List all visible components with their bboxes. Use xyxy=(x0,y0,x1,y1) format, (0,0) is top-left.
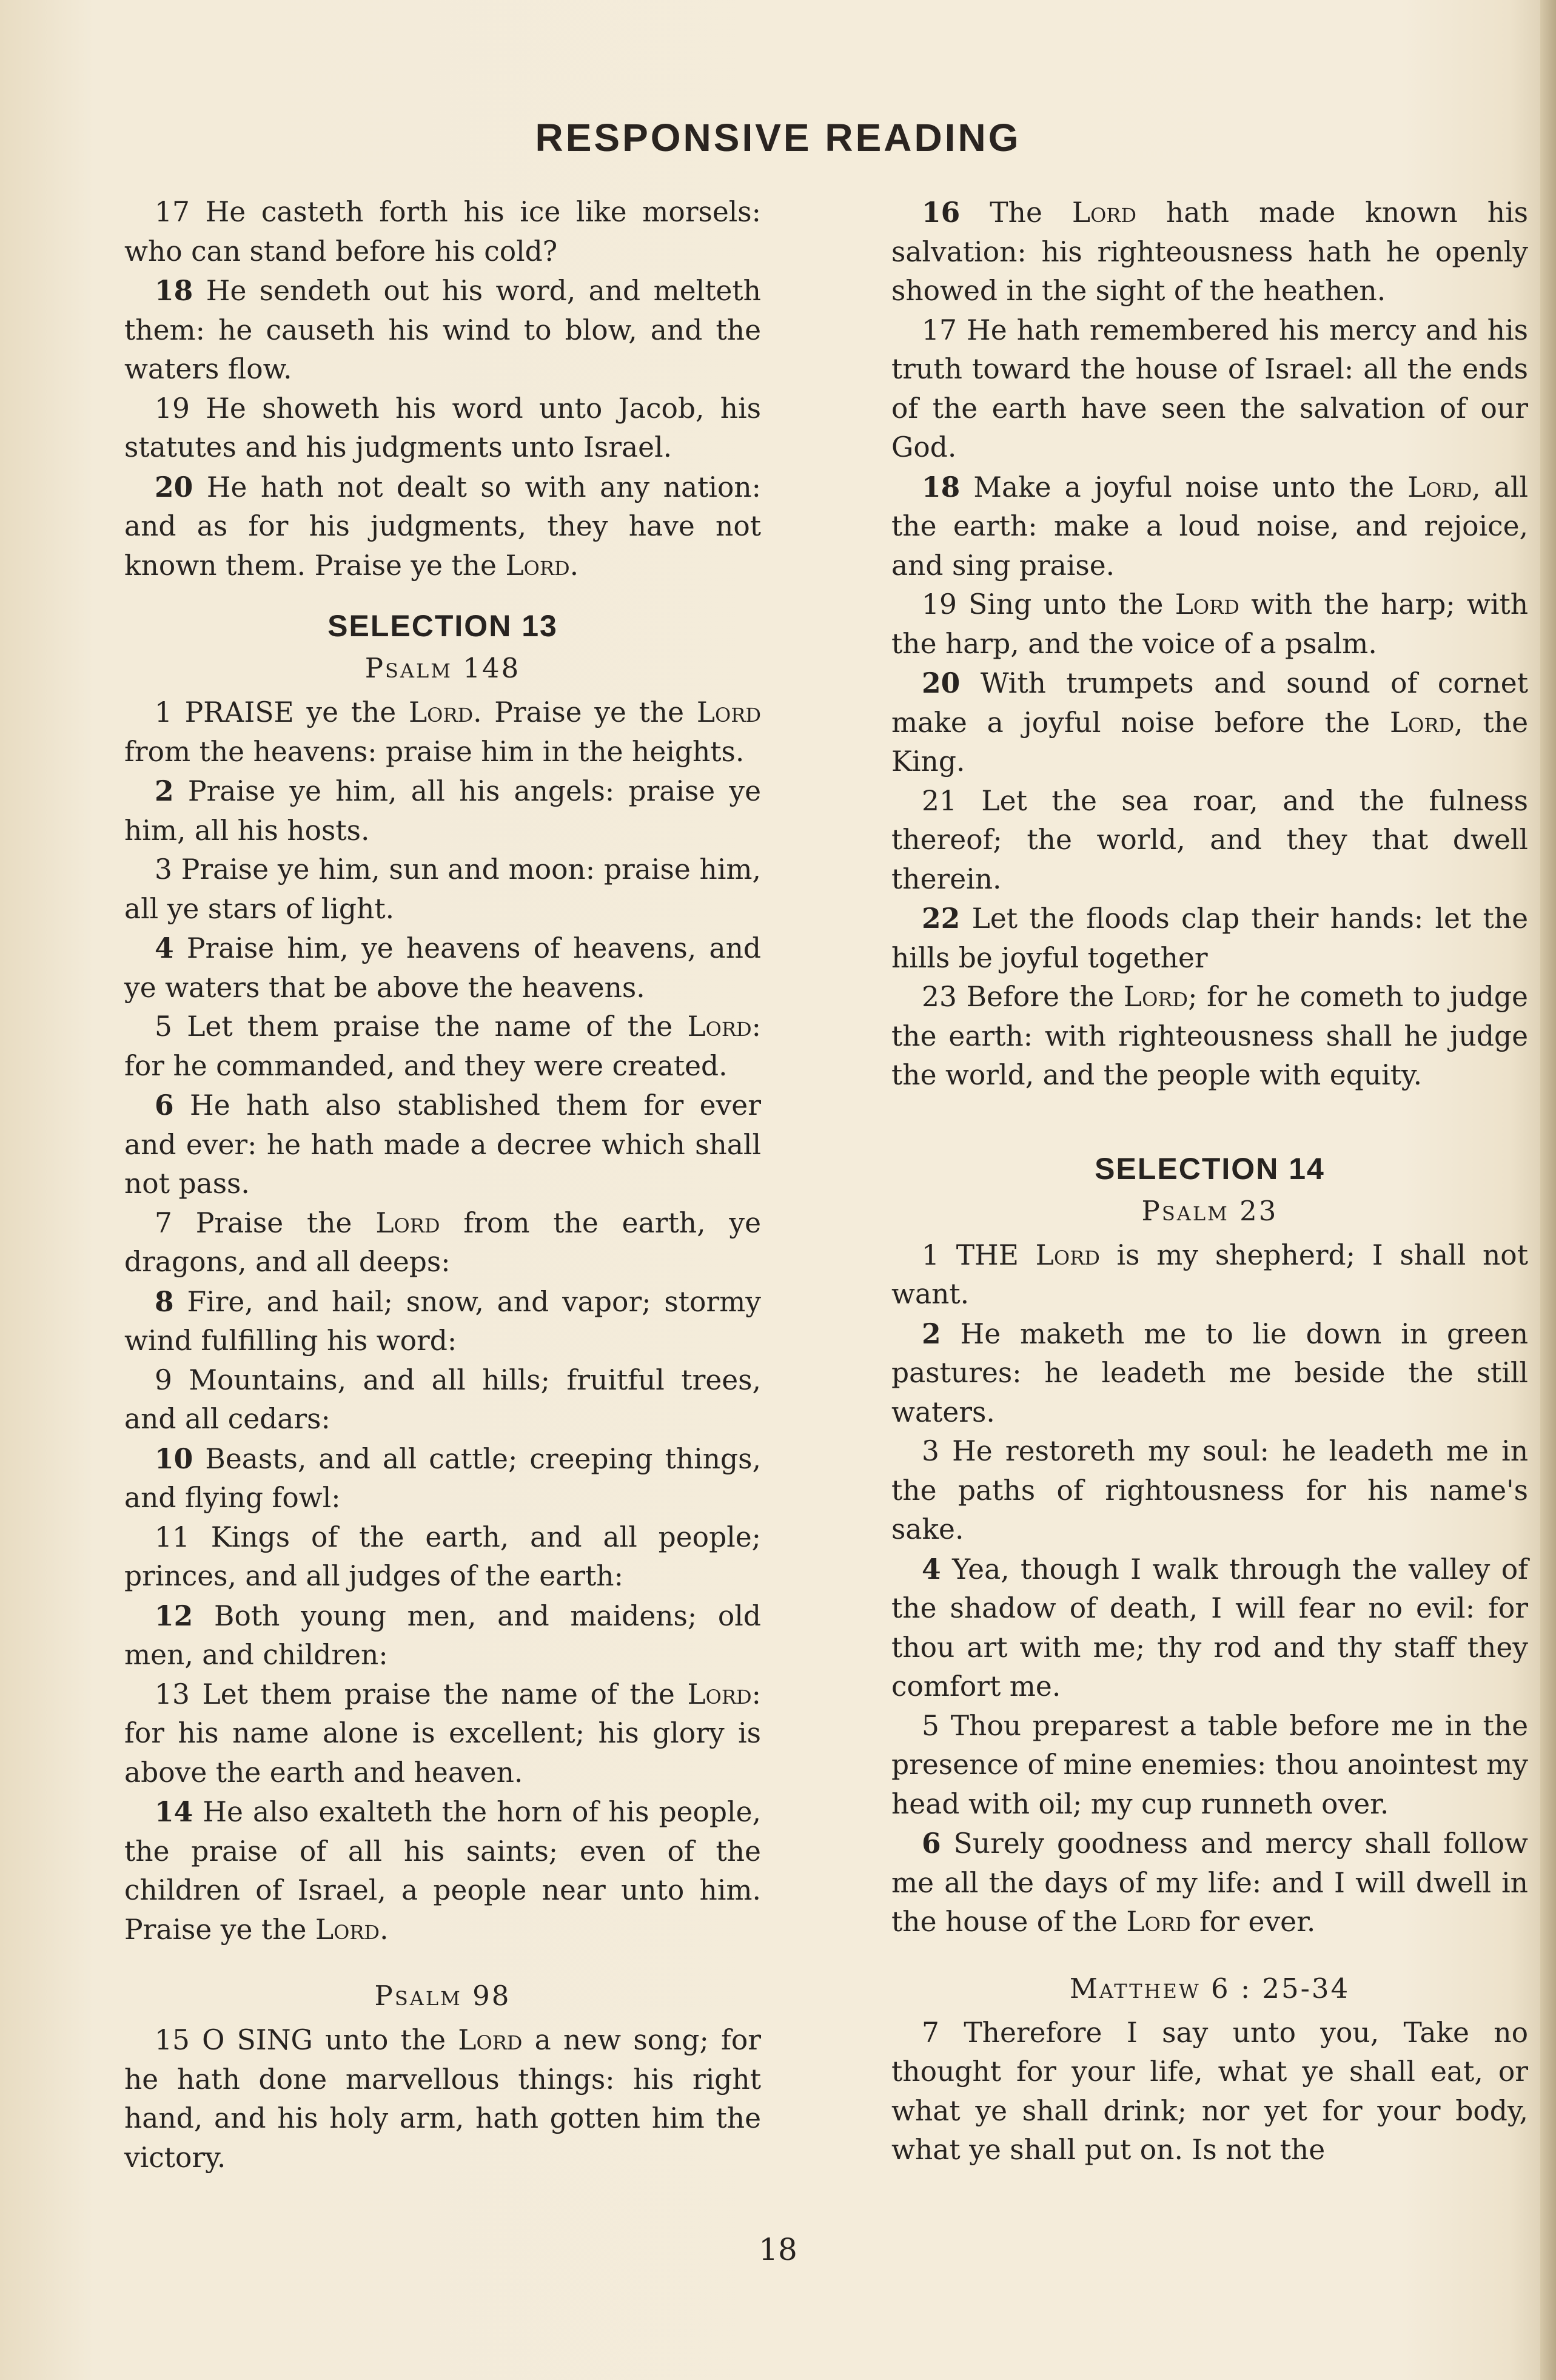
verse: 6 He hath also stablished them for ever and ever: he hath made a decree which shall not pass. xyxy=(124,1089,761,1200)
scripture-reference: Matthew 6 : 25-34 xyxy=(1069,1972,1350,2005)
verse: 19 Sing unto the Lord with the harp; with the harp, and the voice of a psalm. xyxy=(891,588,1528,660)
verse: 4 Yea, though I walk through the valley of the shadow of death, I will fear no evil: for thou art with me; thy rod and thy staff they comfort me. xyxy=(891,1552,1528,1703)
verse: 3 Praise ye him, sun and moon: praise him, all ye stars of light. xyxy=(124,853,761,925)
verse: 5 Thou preparest a table before me in the presence of mine enemies: thou anointest my head with oil; my cup runneth over. xyxy=(891,1709,1529,1820)
verse: 16 The Lord hath made known his salvation: his righteousness hath he openly showed in the sight of the heathen. xyxy=(891,196,1528,307)
verse: 7 Praise the Lord from the earth, ye dragons, and all deeps: xyxy=(124,1206,761,1278)
selection-heading: SELECTION 14 xyxy=(1095,1151,1325,1186)
verse: 1 THE Lord is my shepherd; I shall not want. xyxy=(891,1239,1528,1310)
verse: 21 Let the sea roar, and the fulness thereof; the world, and they that dwell therein. xyxy=(891,784,1528,895)
verse: 17 He casteth forth his ice like morsels: who can stand before his cold? xyxy=(124,196,761,267)
verse: 5 Let them praise the name of the Lord: for he commanded, and they were created. xyxy=(124,1010,762,1082)
psalm-heading: Psalm 98 xyxy=(374,1980,511,2012)
right-column xyxy=(891,193,1528,2170)
selection-heading: SELECTION 13 xyxy=(327,609,558,643)
verse: 1 PRAISE ye the Lord. Praise ye the Lord from the heavens: praise him in the heights. xyxy=(124,696,762,768)
verse: 12 Both young men, and maidens; old men, and children: xyxy=(124,1599,761,1671)
verse: 22 Let the floods clap their hands: let the hills be joyful together xyxy=(891,902,1529,974)
verse: 15 O SING unto the Lord a new song; for he hath done marvellous things: his right hand, and his holy arm, hath gotten him the victory. xyxy=(124,2024,761,2174)
verse: 9 Mountains, and all hills; fruitful trees, and all cedars: xyxy=(124,1363,761,1435)
psalm-heading: Psalm 148 xyxy=(364,652,521,684)
page-edge xyxy=(1540,0,1556,2380)
verse: 18 Make a joyful noise unto the Lord, all the earth: make a loud noise, and rejoice, and sing praise. xyxy=(891,470,1528,582)
verse: 17 He hath remembered his mercy and his truth toward the house of Israel: all the ends of the earth have seen the salvation of our God. xyxy=(891,314,1528,463)
verse: 20 He hath not dealt so with any nation: and as for his judgments, they have not known them. Praise ye the Lord. xyxy=(124,470,762,582)
verse: 20 With trumpets and sound of cornet make a joyful noise before the Lord, the King. xyxy=(891,667,1528,778)
verse: 18 He sendeth out his word, and melteth them: he causeth his wind to blow, and the waters flow. xyxy=(124,274,761,385)
verse: 19 He showeth his word unto Jacob, his statutes and his judgments unto Israel. xyxy=(124,392,762,463)
verse: 13 Let them praise the name of the Lord: for his name alone is excellent; his glory is above the earth and heaven. xyxy=(124,1678,761,1789)
page-header: RESPONSIVE READING xyxy=(535,116,1021,160)
verse: 3 He restoreth my soul: he leadeth me in the paths of rightousness for his name's sake. xyxy=(891,1435,1528,1545)
page-number: 18 xyxy=(759,2232,797,2267)
verse: 2 He maketh me to lie down in green pastures: he leadeth me beside the still waters. xyxy=(891,1317,1528,1428)
verse: 4 Praise him, ye heavens of heavens, and ye waters that be above the heavens. xyxy=(124,932,762,1004)
verse: 10 Beasts, and all cattle; creeping things, and flying fowl: xyxy=(124,1442,761,1514)
verse: 8 Fire, and hail; snow, and vapor; stormy wind fulfilling his word: xyxy=(124,1285,761,1357)
psalm-heading: Psalm 23 xyxy=(1141,1194,1278,1227)
verse: 14 He also exalteth the horn of his people, the praise of all his saints; even of the children of Israel, a people near unto him. Praise ye the Lord. xyxy=(124,1795,761,1946)
verse: 11 Kings of the earth, and all people; princes, and all judges of the earth: xyxy=(124,1521,761,1592)
verse: 2 Praise ye him, all his angels: praise ye him, all his hosts. xyxy=(124,775,761,847)
verse: 6 Surely goodness and mercy shall follow me all the days of my life: and I will dwell in the house of the Lord for ever. xyxy=(891,1827,1528,1938)
left-column xyxy=(124,193,761,2177)
verse: 7 Therefore I say unto you, Take no thought for your life, what ye shall eat, or what ye shall drink; nor yet for your body, what ye shall put on. Is not the xyxy=(891,2016,1529,2166)
verse: 23 Before the Lord; for he cometh to judge the earth: with righteousness shall he judge the world, and the people with equity. xyxy=(891,981,1528,1091)
